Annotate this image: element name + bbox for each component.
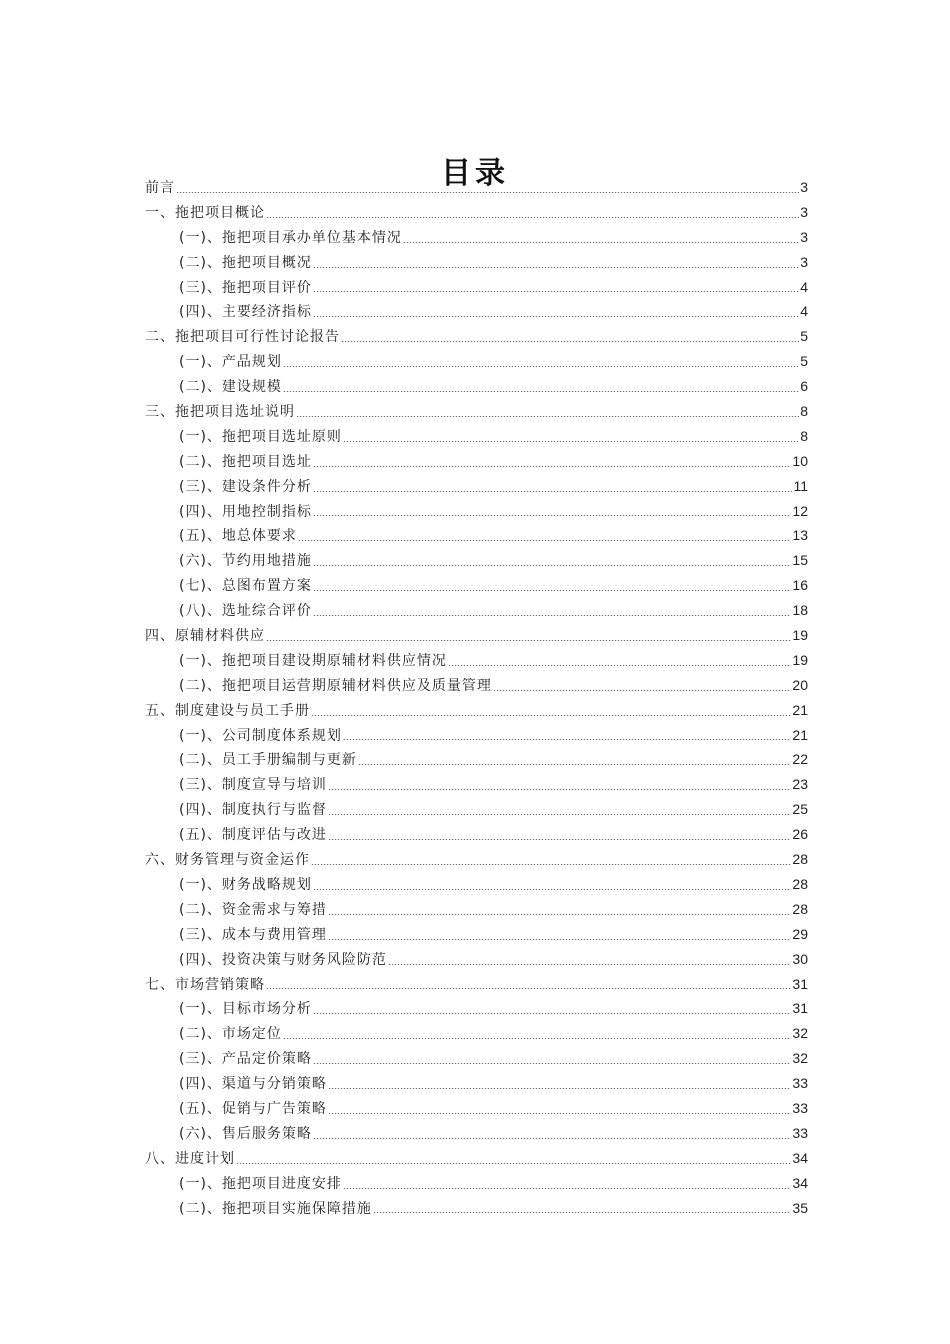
toc-section-entry[interactable] <box>145 523 808 548</box>
toc-entry-title: (三)、成本与费用管理 <box>179 926 327 943</box>
toc-entry-title: (四)、用地控制指标 <box>179 503 312 520</box>
toc-entry-title: (六)、节约用地措施 <box>179 553 312 570</box>
toc-section-entry[interactable] <box>145 822 808 847</box>
toc-section-entry[interactable] <box>145 598 808 623</box>
toc-section-entry[interactable] <box>145 474 808 499</box>
toc-entry-title: (二)、拖把项目选址 <box>179 453 312 470</box>
toc-section-entry[interactable] <box>145 1071 808 1096</box>
dot-leader <box>266 640 791 641</box>
toc-page-number: 23 <box>792 776 808 793</box>
dot-leader <box>493 690 791 691</box>
dot-leader <box>311 715 791 716</box>
toc-entry-title: (三)、制度宣导与培训 <box>179 777 327 794</box>
toc-entry-title: (一)、拖把项目建设期原辅材料供应情况 <box>179 652 447 669</box>
toc-entry-title: (八)、选址综合评价 <box>179 603 312 620</box>
dot-leader <box>448 665 791 666</box>
toc-page-number: 8 <box>800 403 808 420</box>
dot-leader <box>328 1113 791 1114</box>
toc-entry-title: 三、拖把项目选址说明 <box>145 404 295 421</box>
toc-entry-title: 一、拖把项目概论 <box>145 204 265 221</box>
toc-page-number: 25 <box>792 801 808 818</box>
dot-leader <box>388 964 791 965</box>
toc-page-number: 3 <box>800 179 808 195</box>
toc-page-number: 26 <box>792 826 808 843</box>
toc-section-entry[interactable] <box>145 1121 808 1146</box>
dot-leader <box>328 839 791 840</box>
toc-chapter-entry[interactable] <box>145 847 808 872</box>
toc-entry-title: (二)、拖把项目实施保障措施 <box>179 1200 372 1217</box>
dot-leader <box>236 1163 791 1164</box>
dot-leader <box>313 1138 791 1139</box>
toc-entry-title: (五)、地总体要求 <box>179 528 297 545</box>
toc-page-number: 28 <box>792 900 808 917</box>
toc-section-entry[interactable] <box>145 673 808 698</box>
toc-page-number: 28 <box>792 851 808 868</box>
toc-section-entry[interactable] <box>145 922 808 947</box>
toc-section-entry[interactable] <box>145 947 808 972</box>
dot-leader <box>313 565 791 566</box>
toc-page-number: 29 <box>792 925 808 942</box>
toc-section-entry[interactable] <box>145 225 808 250</box>
toc-page-number: 18 <box>792 602 808 619</box>
dot-leader <box>403 242 799 243</box>
toc-entry-title: (二)、拖把项目概况 <box>179 254 312 271</box>
toc-entry-title: (一)、拖把项目进度安排 <box>179 1175 342 1192</box>
toc-chapter-entry[interactable] <box>145 623 808 648</box>
toc-entry-title: (一)、拖把项目承办单位基本情况 <box>179 229 402 246</box>
toc-entry-title: (二)、市场定位 <box>179 1026 282 1043</box>
toc-entry-title: 八、进度计划 <box>145 1150 235 1167</box>
dot-leader <box>313 615 791 616</box>
toc-page-number: 8 <box>800 427 808 444</box>
dot-leader <box>343 441 799 442</box>
toc-section-entry[interactable] <box>145 872 808 897</box>
toc-page-number: 13 <box>792 527 808 544</box>
toc-chapter-entry[interactable] <box>145 972 808 997</box>
toc-section-entry[interactable] <box>145 573 808 598</box>
toc-entry-title: (二)、拖把项目运营期原辅材料供应及质量管理 <box>179 677 492 694</box>
toc-entry-title: (二)、建设规模 <box>179 379 282 396</box>
toc-entry-title: (二)、资金需求与筹措 <box>179 901 327 918</box>
toc-page-number: 19 <box>792 651 808 668</box>
dot-leader <box>313 889 791 890</box>
toc-chapter-entry[interactable] <box>145 399 808 424</box>
dot-leader <box>343 1188 791 1189</box>
toc-section-entry[interactable] <box>145 275 808 300</box>
toc-entry-title: (七)、总图布置方案 <box>179 578 312 595</box>
toc-section-entry[interactable] <box>145 1096 808 1121</box>
toc-page-number: 34 <box>792 1174 808 1191</box>
toc-page-number: 34 <box>792 1149 808 1166</box>
toc-page-number: 32 <box>792 1025 808 1042</box>
toc-entry-title: (三)、拖把项目评价 <box>179 279 312 296</box>
toc-entry-title: (二)、员工手册编制与更新 <box>179 752 357 769</box>
toc-entry-title: 六、财务管理与资金运作 <box>145 852 310 869</box>
toc-section-entry[interactable] <box>145 424 808 449</box>
dot-leader <box>313 291 799 292</box>
toc-section-entry[interactable] <box>145 648 808 673</box>
dot-leader <box>313 1013 791 1014</box>
toc-page-number: 3 <box>800 253 808 270</box>
toc-page-number: 33 <box>792 1099 808 1116</box>
dot-leader <box>328 939 791 940</box>
toc-section-entry[interactable] <box>145 723 808 748</box>
toc-section-entry[interactable] <box>145 349 808 374</box>
toc-entry-title: (一)、拖把项目选址原则 <box>179 428 342 445</box>
dot-leader <box>283 366 799 367</box>
dot-leader <box>283 1038 791 1039</box>
dot-leader <box>313 466 791 467</box>
toc-chapter-entry[interactable] <box>145 698 808 723</box>
dot-leader <box>176 192 799 193</box>
dot-leader <box>313 491 793 492</box>
toc-page-number: 21 <box>792 701 808 718</box>
toc-page-number: 35 <box>792 1199 808 1216</box>
toc-entry-title: 七、市场营销策略 <box>145 976 265 993</box>
toc-entry-title: 五、制度建设与员工手册 <box>145 702 310 719</box>
toc-page-number: 5 <box>800 328 808 345</box>
toc-entry-title: (五)、促销与广告策略 <box>179 1100 327 1117</box>
toc-section-entry[interactable] <box>145 747 808 772</box>
toc-entry-title: (四)、投资决策与财务风险防范 <box>179 951 387 968</box>
dot-leader <box>266 217 799 218</box>
toc-entry-title: 二、拖把项目可行性讨论报告 <box>145 329 340 346</box>
dot-leader <box>358 764 791 765</box>
toc-section-entry[interactable] <box>145 548 808 573</box>
toc-page-number: 6 <box>800 378 808 395</box>
dot-leader <box>328 914 791 915</box>
toc-section-entry[interactable] <box>145 250 808 275</box>
toc-entry-title: (一)、产品规划 <box>179 354 282 371</box>
toc-page-number: 28 <box>792 875 808 892</box>
toc-entry-title: (四)、主要经济指标 <box>179 304 312 321</box>
toc-page-number: 21 <box>792 726 808 743</box>
toc-section-entry[interactable] <box>145 1046 808 1071</box>
toc-chapter-entry[interactable] <box>145 200 808 225</box>
toc-section-entry[interactable] <box>145 797 808 822</box>
toc-page-number: 11 <box>793 477 808 494</box>
toc-page-number: 30 <box>792 950 808 967</box>
toc-page-number: 19 <box>792 627 808 644</box>
table-of-contents <box>145 175 808 1220</box>
dot-leader <box>311 864 791 865</box>
dot-leader <box>343 739 791 740</box>
toc-section-entry[interactable] <box>145 772 808 797</box>
toc-entry-title: (三)、产品定价策略 <box>179 1051 312 1068</box>
toc-page-number: 3 <box>800 228 808 245</box>
toc-section-entry[interactable] <box>145 374 808 399</box>
toc-page-number: 16 <box>792 577 808 594</box>
dot-leader <box>373 1212 791 1213</box>
toc-entry-title: 前言 <box>145 180 175 196</box>
toc-entry-title: 四、原辅材料供应 <box>145 628 265 645</box>
toc-section-entry[interactable] <box>145 1171 808 1196</box>
toc-section-entry[interactable] <box>145 1196 808 1221</box>
dot-leader <box>341 341 799 342</box>
dot-leader <box>328 789 791 790</box>
toc-section-entry[interactable] <box>145 499 808 524</box>
toc-entry-title: (四)、渠道与分销策略 <box>179 1076 327 1093</box>
toc-section-entry[interactable] <box>145 996 808 1021</box>
dot-leader <box>283 391 799 392</box>
toc-page-number: 33 <box>792 1124 808 1141</box>
dot-leader <box>296 416 799 417</box>
dot-leader <box>313 267 799 268</box>
dot-leader <box>328 814 791 815</box>
toc-entry-title: (四)、制度执行与监督 <box>179 802 327 819</box>
toc-page-number: 31 <box>792 1000 808 1017</box>
toc-page-number: 33 <box>792 1075 808 1092</box>
toc-entry-title: (一)、公司制度体系规划 <box>179 727 342 744</box>
toc-entry-title: (六)、售后服务策略 <box>179 1125 312 1142</box>
toc-page-number: 12 <box>792 502 808 519</box>
toc-entry-title: (三)、建设条件分析 <box>179 478 312 495</box>
toc-page-number: 32 <box>792 1050 808 1067</box>
toc-chapter-entry[interactable] <box>145 175 808 200</box>
toc-chapter-entry[interactable] <box>145 324 808 349</box>
toc-page-number: 3 <box>800 203 808 220</box>
toc-page-number: 5 <box>800 353 808 370</box>
toc-page-number: 15 <box>792 552 808 569</box>
toc-page-number: 4 <box>800 278 808 295</box>
toc-page-number: 20 <box>792 676 808 693</box>
toc-page-number: 10 <box>792 452 808 469</box>
toc-page-number: 22 <box>792 751 808 768</box>
dot-leader <box>298 540 791 541</box>
toc-section-entry[interactable] <box>145 1021 808 1046</box>
toc-page-number: 31 <box>792 975 808 992</box>
toc-chapter-entry[interactable] <box>145 1146 808 1171</box>
dot-leader <box>328 1088 791 1089</box>
dot-leader <box>313 1063 791 1064</box>
toc-entry-title: (一)、目标市场分析 <box>179 1001 312 1018</box>
dot-leader <box>313 515 791 516</box>
toc-section-entry[interactable] <box>145 299 808 324</box>
dot-leader <box>313 590 791 591</box>
toc-entry-title: (五)、制度评估与改进 <box>179 827 327 844</box>
toc-section-entry[interactable] <box>145 449 808 474</box>
toc-page-number: 4 <box>800 303 808 320</box>
toc-section-entry[interactable] <box>145 897 808 922</box>
toc-entry-title: (一)、财务战略规划 <box>179 876 312 893</box>
dot-leader <box>313 316 799 317</box>
dot-leader <box>266 988 791 989</box>
page-title: 目录 <box>441 156 509 192</box>
